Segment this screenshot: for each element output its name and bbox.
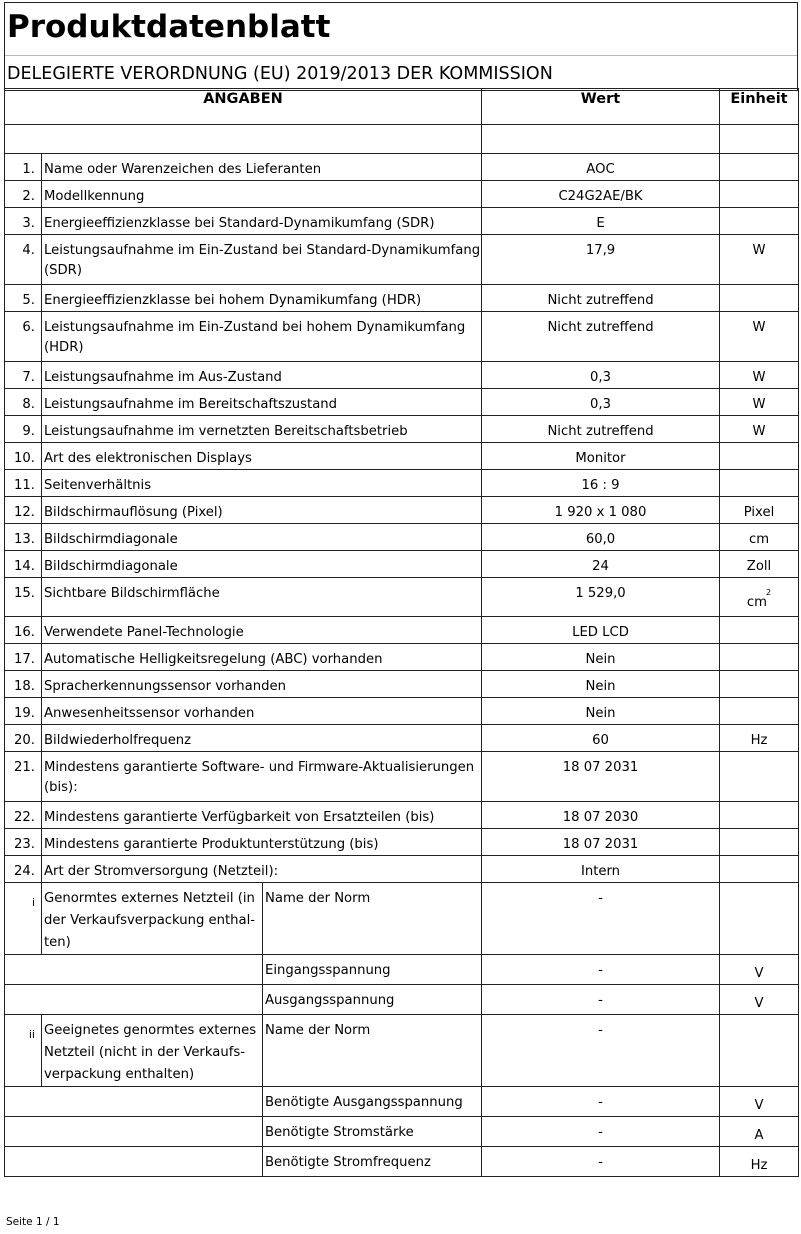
- row-label: Mindestens garantierte Software- und Firmware-Aktualisierungen (bis):: [42, 752, 482, 802]
- unit-superscript: 2: [766, 588, 772, 597]
- row-number: 10.: [5, 443, 42, 470]
- psu-field-label: Ausgangsspannung: [263, 985, 482, 1015]
- row-unit: [720, 829, 799, 856]
- row-number: 18.: [5, 671, 42, 698]
- table-row: [5, 856, 799, 883]
- psu-row: [5, 1147, 799, 1177]
- psu-field-unit: [720, 1015, 799, 1087]
- empty-cell: [5, 955, 263, 985]
- table-row: [5, 208, 799, 235]
- row-unit: [720, 285, 799, 312]
- row-unit: W: [720, 312, 799, 362]
- psu-field-label: Name der Norm: [263, 1015, 482, 1087]
- page-title: Produktdatenblatt: [5, 3, 797, 56]
- row-number: 9.: [5, 416, 42, 443]
- row-label: Verwendete Panel-Technologie: [42, 617, 482, 644]
- psu-field-unit: V: [720, 985, 799, 1015]
- psu-field-label: Name der Norm: [263, 883, 482, 955]
- row-unit: [720, 154, 799, 181]
- row-unit: [720, 470, 799, 497]
- row-unit: [720, 208, 799, 235]
- row-value: 24: [482, 551, 720, 578]
- table-row: [5, 617, 799, 644]
- row-label: Anwesenheitssensor vorhanden: [42, 698, 482, 725]
- row-unit: [720, 856, 799, 883]
- psu-field-unit: V: [720, 1087, 799, 1117]
- page-number: Seite 1 / 1: [6, 1216, 60, 1228]
- row-value: 16 : 9: [482, 470, 720, 497]
- row-value: 18 07 2031: [482, 829, 720, 856]
- empty-cell: [5, 985, 263, 1015]
- row-label: Mindestens garantierte Verfügbarkeit von Ersatzteilen (bis): [42, 802, 482, 829]
- table-row: [5, 181, 799, 208]
- row-value: 0,3: [482, 362, 720, 389]
- row-label: Seitenverhältnis: [42, 470, 482, 497]
- row-number: 12.: [5, 497, 42, 524]
- psu-field-value: -: [482, 1015, 720, 1087]
- header-wert: Wert: [482, 89, 720, 125]
- row-label: Art des elektronischen Displays: [42, 443, 482, 470]
- row-value: Nein: [482, 698, 720, 725]
- sheet-header: [4, 2, 798, 91]
- row-value: E: [482, 208, 720, 235]
- psu-field-label: Benötigte Ausgangsspannung: [263, 1087, 482, 1117]
- psu-row: [5, 883, 799, 955]
- row-value: C24G2AE/BK: [482, 181, 720, 208]
- row-number: 20.: [5, 725, 42, 752]
- row-value: AOC: [482, 154, 720, 181]
- row-number: 24.: [5, 856, 42, 883]
- row-label: Energieeffizienzklasse bei hohem Dynamikumfang (HDR): [42, 285, 482, 312]
- row-label: Spracherkennungssensor vorhanden: [42, 671, 482, 698]
- row-value: 18 07 2031: [482, 752, 720, 802]
- row-number: 15.: [5, 578, 42, 617]
- row-number: 1.: [5, 154, 42, 181]
- psu-field-label: Benötigte Stromstärke: [263, 1117, 482, 1147]
- table-row: [5, 285, 799, 312]
- row-number: 8.: [5, 389, 42, 416]
- psu-field-value: -: [482, 1147, 720, 1177]
- psu-row: [5, 1015, 799, 1087]
- table-row: [5, 389, 799, 416]
- row-number: 22.: [5, 802, 42, 829]
- page-subtitle: DELEGIERTE VERORDNUNG (EU) 2019/2013 DER KOMMISSION: [7, 64, 553, 84]
- row-value: Nicht zutreffend: [482, 416, 720, 443]
- table-row: [5, 671, 799, 698]
- header-angaben: ANGABEN: [5, 89, 482, 125]
- row-number: 14.: [5, 551, 42, 578]
- row-label: Leistungsaufnahme im Ein-Zustand bei Standard-Dynamikumfang (SDR): [42, 235, 482, 285]
- row-label: Leistungsaufnahme im vernetzten Bereitschaftsbetrieb: [42, 416, 482, 443]
- psu-field-unit: Hz: [720, 1147, 799, 1177]
- row-number: 2.: [5, 181, 42, 208]
- psu-field-unit: [720, 883, 799, 955]
- row-number: 13.: [5, 524, 42, 551]
- psu-row: [5, 1087, 799, 1117]
- row-unit: Zoll: [720, 551, 799, 578]
- row-label: Modellkennung: [42, 181, 482, 208]
- row-value: Monitor: [482, 443, 720, 470]
- psu-field-value: -: [482, 883, 720, 955]
- row-value: 18 07 2030: [482, 802, 720, 829]
- row-unit: [720, 644, 799, 671]
- row-number: 16.: [5, 617, 42, 644]
- row-number: 5.: [5, 285, 42, 312]
- psu-field-value: -: [482, 985, 720, 1015]
- row-label: Mindestens garantierte Produktunterstützung (bis): [42, 829, 482, 856]
- psu-field-unit: V: [720, 955, 799, 985]
- row-label: Art der Stromversorgung (Netzteil):: [42, 856, 482, 883]
- row-unit: [720, 698, 799, 725]
- row-number: 19.: [5, 698, 42, 725]
- row-unit: [720, 671, 799, 698]
- row-unit: W: [720, 362, 799, 389]
- row-unit: Hz: [720, 725, 799, 752]
- unit-text: cm: [746, 595, 767, 610]
- row-unit: W: [720, 389, 799, 416]
- row-value: 60,0: [482, 524, 720, 551]
- row-unit: [720, 752, 799, 802]
- row-value: 0,3: [482, 389, 720, 416]
- table-row: [5, 362, 799, 389]
- table-row: [5, 551, 799, 578]
- table-row: [5, 725, 799, 752]
- row-number: 3.: [5, 208, 42, 235]
- table-row: [5, 154, 799, 181]
- row-number: 7.: [5, 362, 42, 389]
- row-unit: [720, 802, 799, 829]
- row-label: Leistungsaufnahme im Ein-Zustand bei hohem Dynamikumfang (HDR): [42, 312, 482, 362]
- psu-field-value: -: [482, 1087, 720, 1117]
- table-row: [5, 644, 799, 671]
- row-label: Bildwiederholfrequenz: [42, 725, 482, 752]
- psu-field-value: -: [482, 955, 720, 985]
- table-row: [5, 698, 799, 725]
- psu-label: Geeignetes genormtes externes Netzteil (nicht in der Verkaufs-verpackung enthalten): [42, 1015, 263, 1087]
- table-row: [5, 578, 799, 617]
- row-label: Automatische Helligkeitsregelung (ABC) vorhanden: [42, 644, 482, 671]
- row-number: 4.: [5, 235, 42, 285]
- row-value: Nicht zutreffend: [482, 312, 720, 362]
- empty-cell: [5, 1117, 263, 1147]
- row-number: 21.: [5, 752, 42, 802]
- empty-cell: [5, 1087, 263, 1117]
- psu-field-unit: A: [720, 1117, 799, 1147]
- psu-field-label: Eingangsspannung: [263, 955, 482, 985]
- row-number: 11.: [5, 470, 42, 497]
- row-unit: Pixel: [720, 497, 799, 524]
- header-einheit: Einheit: [720, 89, 799, 125]
- row-value: LED LCD: [482, 617, 720, 644]
- row-value: Nicht zutreffend: [482, 285, 720, 312]
- row-value: 1 529,0: [482, 578, 720, 617]
- row-label: Sichtbare Bildschirmfläche: [42, 578, 482, 617]
- row-value: 1 920 x 1 080: [482, 497, 720, 524]
- row-number: 23.: [5, 829, 42, 856]
- psu-row: [5, 985, 799, 1015]
- row-label: Bildschirmdiagonale: [42, 524, 482, 551]
- row-unit: W: [720, 235, 799, 285]
- empty-cell: [5, 1147, 263, 1177]
- row-unit: W: [720, 416, 799, 443]
- psu-number: i: [5, 883, 42, 955]
- row-label: Name oder Warenzeichen des Lieferanten: [42, 154, 482, 181]
- row-number: 6.: [5, 312, 42, 362]
- row-label: Bildschirmauflösung (Pixel): [42, 497, 482, 524]
- psu-field-value: -: [482, 1117, 720, 1147]
- row-label: Energieeffizienzklasse bei Standard-Dynamikumfang (SDR): [42, 208, 482, 235]
- row-unit: [720, 578, 799, 617]
- row-value: 60: [482, 725, 720, 752]
- row-unit: [720, 181, 799, 208]
- row-label: Leistungsaufnahme im Bereitschaftszustand: [42, 389, 482, 416]
- psu-number: ii: [5, 1015, 42, 1087]
- psu-row: [5, 955, 799, 985]
- row-value: Nein: [482, 671, 720, 698]
- row-unit: [720, 617, 799, 644]
- psu-row: [5, 1117, 799, 1147]
- row-value: Nein: [482, 644, 720, 671]
- row-value: 17,9: [482, 235, 720, 285]
- table-row: [5, 235, 799, 285]
- table-row: [5, 829, 799, 856]
- psu-label: Genormtes externes Netzteil (in der Verkaufsverpackung enthal-ten): [42, 883, 263, 955]
- data-table: [4, 88, 799, 1177]
- table-row: [5, 470, 799, 497]
- table-row: [5, 752, 799, 802]
- row-label: Leistungsaufnahme im Aus-Zustand: [42, 362, 482, 389]
- row-value: Intern: [482, 856, 720, 883]
- table-row: [5, 524, 799, 551]
- row-label: Bildschirmdiagonale: [42, 551, 482, 578]
- table-row: [5, 312, 799, 362]
- table-row: [5, 802, 799, 829]
- spacer-row: [5, 125, 799, 154]
- row-number: 17.: [5, 644, 42, 671]
- row-unit: cm: [720, 524, 799, 551]
- psu-field-label: Benötigte Stromfrequenz: [263, 1147, 482, 1177]
- table-row: [5, 497, 799, 524]
- table-row: [5, 443, 799, 470]
- table-row: [5, 416, 799, 443]
- row-unit: [720, 443, 799, 470]
